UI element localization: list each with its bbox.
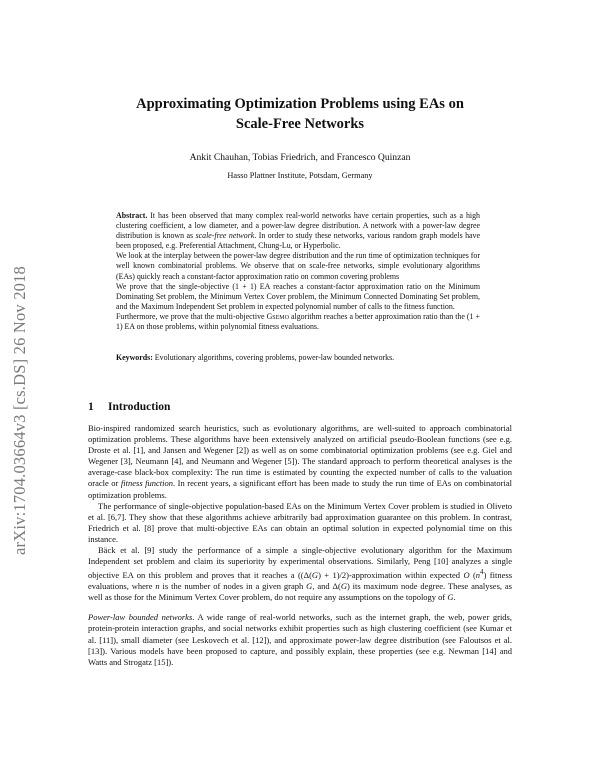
- affiliation: Hasso Plattner Institute, Potsdam, Germany: [227, 171, 373, 180]
- paper-title: [60, 94, 540, 134]
- power-law-bounded-heading: Power-law bounded networks: [88, 612, 193, 623]
- scale-free-term: scale-free network: [195, 231, 255, 241]
- keywords: Keywords: Evolutionary algorithms, covering problems, power-law bounded networks.: [116, 353, 395, 362]
- abstract-para-1: Abstract. It has been observed that many complex real-world networks have certain properties, such as a high clustering coefficient, a low diameter, and a power-law degree distribution. A network with a power-law degree distribution is known as scale-free network. In order to study these networks, various random graph models have been proposed, e.g. Preferential Attachment, Chung-Lu, or Hyperbolic.: [116, 211, 481, 251]
- section-number: 1: [88, 401, 94, 413]
- gsemo-name: Gsemo: [266, 311, 289, 321]
- introduction-body: [88, 423, 512, 668]
- authors: Ankit Chauhan, Tobias Friedrich, and Francesco Quinzan: [189, 152, 411, 163]
- abstract-para-2: We look at the interplay between the power-law degree distribution and the run time of optimization techniques for well known combinatorial problems. We observe that on scale-free networks, simple evolutionary algorithms (EAs) quickly reach a constant-factor approximation ratio on common covering problems: [116, 251, 480, 281]
- intro-para-4: Power-law bounded networks. A wide range of real-world networks, such as the internet graph, the web, power grids, protein-protein interaction graphs, and social networks exhibit properties such as high clustering coefficient (see Kumar et al. [11]), small diameter (see Leskovech et al. [12]), and approximate power-law degree distribution (see Faloutsos et al. [13]). Various models have been proposed to capture, and possibly explain, these properties (see e.g. Newman [14] and Watts and Strogatz [15]).: [88, 612, 512, 667]
- intro-para-1: Bio-inspired randomized search heuristics, such as evolutionary algorithms, are well-suited to approach combinatorial optimization problems. These algorithms have been extensively analyzed on artificial pseudo-Boolean functions (see e.g. Droste et al. [1], and Jansen and Wegener [2]) as well as on some combinatorial optimization problems (see e.g. Giel and Wegener [3], Neumann [4], and Neumann and Wegener [5]). The standard approach to perform theoretical analyses is the average-case black-box complexity: The run time is estimated by counting the expected number of calls to the valuation oracle or fitness function. In recent years, a significant effort has been made to study the run time of EAs on combinatorial optimization problems.: [88, 423, 512, 500]
- abstract-para-3: We prove that the single-objective (1 + 1) EA reaches a constant-factor approximation ratio on the Minimum Dominating Set problem, the Minimum Vertex Cover problem, the Minimum Connected Dominating Set problem, and the Maximum Independent Set problem in expected polynomial number of calls to the fitness function.: [116, 281, 480, 311]
- keywords-label: Keywords:: [116, 353, 153, 362]
- title-line-2: Scale-Free Networks: [235, 116, 365, 132]
- section-heading: [88, 401, 170, 413]
- intro-para-2: The performance of single-objective population-based EAs on the Minimum Vertex Cover problem is studied in Oliveto et al. [6,7]. They show that these algorithms achieve arbitrarily bad approximation guarantee on this problem. In contrast, Friedrich et al. [8] prove that multi-objective EAs can obtain an optimal solution in expected polynomial time on this instance.: [88, 500, 512, 544]
- arxiv-stamp: arXiv:1704.03664v3 [cs.DS] 26 Nov 2018: [10, 266, 29, 555]
- abstract-label: Abstract.: [116, 211, 148, 220]
- section-title: Introduction: [108, 401, 171, 413]
- abstract-para-4: Furthermore, we prove that the multi-objective Gsemo algorithm reaches a better approximation ratio than the (1 + 1) EA on those problems, within polynomial fitness evaluations.: [116, 311, 480, 332]
- intro-para-3: Bäck et al. [9] study the performance of a simple a single-objective evolutionary algorithm for the Maximum Independent set problem and claim its superiority by experimental observations. Similarly, Peng [10] analyzes a single objective EA on this problem and proves that it reaches a ((Δ(G) + 1)/2)-approximation within expected O $(n^4)$ fitness evaluations, where n is the number of nodes in a given graph G, and Δ(G) its maximum node degree. These analyses, as well as those for the Minimum Vertex Cover problem, do not require any assumptions on the topology of G.: [88, 545, 512, 603]
- title-line-1: Approximating Optimization Problems using EAs on: [136, 96, 464, 112]
- abstract: [116, 211, 480, 332]
